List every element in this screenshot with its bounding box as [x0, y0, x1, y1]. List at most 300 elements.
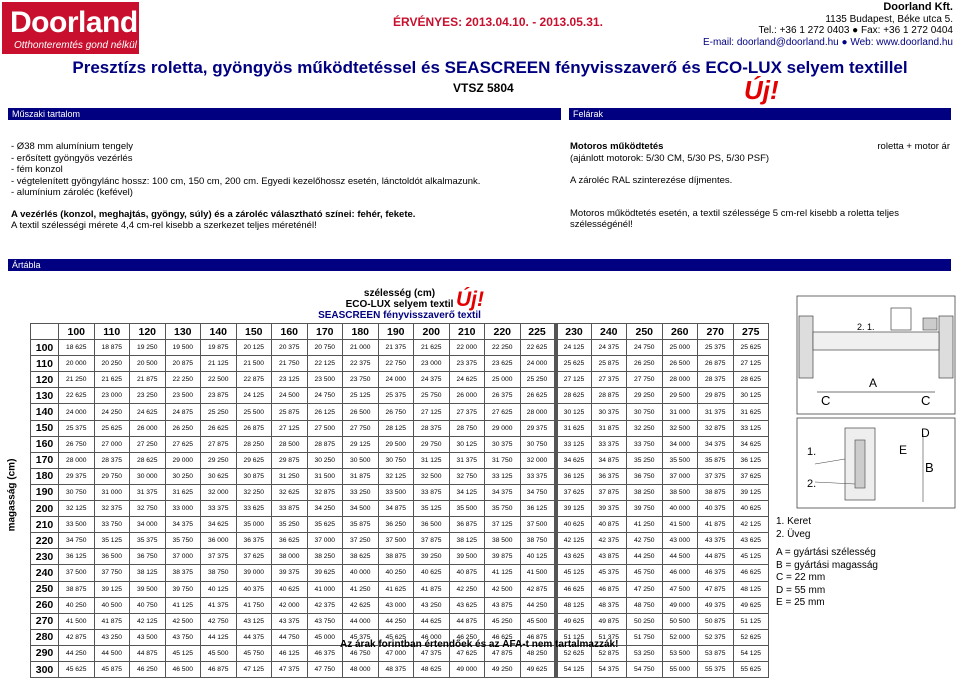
price-cell: 43 500	[130, 629, 166, 645]
price-cell: 28 375	[698, 372, 734, 388]
price-cell: 36 000	[201, 533, 237, 549]
price-cell: 40 500	[94, 597, 130, 613]
width-header: 230	[556, 324, 592, 340]
doorland-logo	[2, 2, 139, 54]
height-header: 300	[31, 661, 59, 677]
height-header: 150	[31, 420, 59, 436]
price-cell: 25 375	[378, 388, 414, 404]
price-cell: 25 000	[662, 340, 698, 356]
price-cell: 25 250	[201, 404, 237, 420]
price-cell: 34 750	[520, 484, 556, 500]
price-cell: 49 250	[485, 661, 521, 677]
legend-dim: E = 25 mm	[776, 597, 825, 608]
price-cell: 37 625	[556, 484, 592, 500]
price-cell: 49 625	[520, 661, 556, 677]
price-cell: 32 500	[662, 420, 698, 436]
price-cell: 35 875	[343, 517, 379, 533]
price-cell: 19 250	[130, 340, 166, 356]
price-cell: 20 125	[236, 340, 272, 356]
price-cell: 55 375	[698, 661, 734, 677]
page-title: Presztízs roletta, gyöngyös működtetéssel és SEASCREEN fényvisszaverő és ECO-LUX selyem textillel	[72, 58, 908, 77]
price-cell: 44 625	[414, 613, 450, 629]
section-header-tech: Műszaki tartalom	[8, 108, 561, 120]
price-cell: 43 750	[307, 613, 343, 629]
price-cell: 43 000	[378, 597, 414, 613]
price-cell: 29 375	[520, 420, 556, 436]
price-cell: 44 750	[272, 629, 308, 645]
price-cell: 38 000	[272, 549, 308, 565]
price-cell: 44 125	[201, 629, 237, 645]
price-cell: 26 750	[378, 404, 414, 420]
price-cell: 33 500	[59, 517, 95, 533]
height-header: 270	[31, 613, 59, 629]
width-header: 275	[733, 324, 769, 340]
price-cell: 34 625	[201, 517, 237, 533]
price-cell: 39 125	[556, 501, 592, 517]
price-cell: 48 625	[414, 661, 450, 677]
price-cell: 33 000	[165, 501, 201, 517]
price-cell: 45 875	[94, 661, 130, 677]
price-cell: 32 750	[130, 501, 166, 517]
price-cell: 28 625	[733, 372, 769, 388]
price-cell: 29 125	[343, 436, 379, 452]
price-cell: 37 625	[236, 549, 272, 565]
price-cell: 41 875	[414, 581, 450, 597]
price-cell: 29 000	[485, 420, 521, 436]
price-cell: 39 875	[485, 549, 521, 565]
price-cell: 40 125	[520, 549, 556, 565]
diagram-label-c: C	[921, 393, 931, 408]
price-cell: 39 625	[307, 565, 343, 581]
price-cell: 31 375	[698, 404, 734, 420]
section-header-price: Ártábla	[8, 259, 951, 271]
price-cell: 23 250	[130, 388, 166, 404]
height-header: 260	[31, 597, 59, 613]
price-cell: 50 875	[698, 613, 734, 629]
price-cell: 31 625	[556, 420, 592, 436]
price-cell: 20 000	[59, 356, 95, 372]
diagram-label-c: C	[821, 393, 831, 408]
price-cell: 48 750	[627, 597, 663, 613]
price-cell: 42 375	[591, 533, 627, 549]
width-header: 110	[94, 324, 130, 340]
width-header: 170	[307, 324, 343, 340]
price-cell: 40 625	[733, 501, 769, 517]
company-address: 1135 Budapest, Béke utca 5.	[825, 13, 953, 25]
price-cell: 22 250	[485, 340, 521, 356]
price-cell: 25 875	[591, 356, 627, 372]
price-cell: 46 875	[520, 629, 556, 645]
price-cell: 24 000	[59, 404, 95, 420]
height-label: magasság (cm)	[6, 458, 18, 532]
price-cell: 31 875	[591, 420, 627, 436]
price-cell: 30 250	[307, 452, 343, 468]
price-cell: 29 875	[272, 452, 308, 468]
price-cell: 39 375	[591, 501, 627, 517]
price-cell: 46 125	[272, 645, 308, 661]
price-cell: 29 250	[201, 452, 237, 468]
price-cell: 40 625	[556, 517, 592, 533]
eco-lux-heading: ECO-LUX selyem textil	[345, 299, 454, 310]
height-header: 200	[31, 501, 59, 517]
price-cell: 51 125	[733, 613, 769, 629]
width-heading: szélesség (cm)	[363, 288, 436, 299]
price-cell: 52 875	[591, 645, 627, 661]
price-cell: 28 375	[94, 452, 130, 468]
price-cell: 30 000	[130, 468, 166, 484]
price-cell: 43 875	[485, 597, 521, 613]
table-row	[31, 597, 769, 613]
price-cell: 47 125	[236, 661, 272, 677]
price-cell: 21 375	[378, 340, 414, 356]
price-cell: 43 375	[272, 613, 308, 629]
price-cell: 35 125	[94, 533, 130, 549]
price-cell: 38 750	[201, 565, 237, 581]
price-cell: 49 000	[662, 597, 698, 613]
price-cell: 38 125	[449, 533, 485, 549]
height-header: 180	[31, 468, 59, 484]
price-cell: 40 000	[343, 565, 379, 581]
price-cell: 28 000	[662, 372, 698, 388]
price-cell: 33 375	[201, 501, 237, 517]
price-cell: 36 375	[591, 468, 627, 484]
width-header: 240	[591, 324, 627, 340]
price-cell: 36 375	[236, 533, 272, 549]
price-cell: 38 250	[307, 549, 343, 565]
price-cell: 36 125	[520, 501, 556, 517]
price-cell: 47 750	[307, 661, 343, 677]
price-cell: 23 875	[201, 388, 237, 404]
price-cell: 30 875	[236, 468, 272, 484]
price-cell: 42 750	[627, 533, 663, 549]
price-cell: 53 500	[662, 645, 698, 661]
height-header: 220	[31, 533, 59, 549]
price-cell: 45 750	[236, 645, 272, 661]
price-cell: 28 750	[449, 420, 485, 436]
table-row	[31, 372, 769, 388]
width-header: 150	[236, 324, 272, 340]
price-cell: 39 125	[733, 484, 769, 500]
price-cell: 53 875	[698, 645, 734, 661]
price-cell: 45 500	[520, 613, 556, 629]
price-cell: 37 000	[165, 549, 201, 565]
price-cell: 40 375	[236, 581, 272, 597]
price-cell: 24 625	[449, 372, 485, 388]
price-cell: 21 250	[59, 372, 95, 388]
price-cell: 49 375	[698, 597, 734, 613]
price-cell: 47 000	[378, 645, 414, 661]
price-cell: 29 500	[378, 436, 414, 452]
price-cell: 32 000	[201, 484, 237, 500]
price-cell: 27 125	[733, 356, 769, 372]
width-header: 140	[201, 324, 237, 340]
table-corner	[31, 324, 59, 340]
price-cell: 31 500	[307, 468, 343, 484]
price-cell: 32 875	[307, 484, 343, 500]
price-cell: 41 250	[627, 517, 663, 533]
price-cell: 42 125	[130, 613, 166, 629]
price-cell: 34 375	[165, 517, 201, 533]
motor-width-note: Motoros működtetés esetén, a textil szélessége 5 cm-rel kisebb a roletta teljes szélességénél!	[570, 207, 899, 230]
price-cell: 37 375	[201, 549, 237, 565]
diagram-label-2: 2.	[807, 478, 817, 490]
price-cell: 40 250	[378, 565, 414, 581]
price-cell: 32 500	[414, 468, 450, 484]
price-cell: 45 625	[59, 661, 95, 677]
price-cell: 46 375	[307, 645, 343, 661]
price-cell: 53 250	[627, 645, 663, 661]
price-cell: 40 625	[414, 565, 450, 581]
price-cell: 39 125	[94, 581, 130, 597]
price-cell: 45 375	[591, 565, 627, 581]
price-cell: 52 375	[698, 629, 734, 645]
price-cell: 33 125	[485, 468, 521, 484]
price-cell: 37 875	[591, 484, 627, 500]
width-header: 190	[378, 324, 414, 340]
price-cell: 23 125	[272, 372, 308, 388]
price-cell: 36 500	[94, 549, 130, 565]
price-cell: 38 125	[130, 565, 166, 581]
price-cell: 26 500	[343, 404, 379, 420]
price-cell: 38 500	[485, 533, 521, 549]
price-cell: 34 625	[556, 452, 592, 468]
price-cell: 25 500	[236, 404, 272, 420]
price-cell: 38 875	[59, 581, 95, 597]
price-cell: 42 125	[556, 533, 592, 549]
width-header: 220	[485, 324, 521, 340]
height-header: 230	[31, 549, 59, 565]
price-cell: 41 125	[165, 597, 201, 613]
table-row	[31, 565, 769, 581]
price-cell: 48 000	[343, 661, 379, 677]
footer-note: Az árak forintban értendőek és az ÁFA-t nem tartalmazzák!	[340, 639, 619, 650]
price-cell: 46 500	[165, 661, 201, 677]
price-cell: 34 000	[662, 436, 698, 452]
width-header: 250	[627, 324, 663, 340]
price-cell: 40 125	[201, 581, 237, 597]
price-cell: 26 375	[485, 388, 521, 404]
table-row	[31, 613, 769, 629]
logo-name: Doorland	[10, 6, 138, 39]
height-header: 140	[31, 404, 59, 420]
price-cell: 28 125	[378, 420, 414, 436]
price-cell: 21 500	[236, 356, 272, 372]
price-cell: 42 875	[520, 581, 556, 597]
price-cell: 24 625	[130, 404, 166, 420]
price-cell: 30 375	[591, 404, 627, 420]
width-header: 210	[449, 324, 485, 340]
price-cell: 37 625	[733, 468, 769, 484]
price-cell: 47 625	[449, 645, 485, 661]
price-cell: 35 500	[662, 452, 698, 468]
price-cell: 21 625	[414, 340, 450, 356]
price-cell: 31 250	[272, 468, 308, 484]
price-cell: 41 875	[94, 613, 130, 629]
company-name: Doorland Kft.	[883, 1, 953, 13]
price-cell: 20 500	[130, 356, 166, 372]
price-cell: 24 750	[627, 340, 663, 356]
price-cell: 43 875	[591, 549, 627, 565]
price-cell: 27 500	[307, 420, 343, 436]
price-cell: 34 375	[698, 436, 734, 452]
price-cell: 22 375	[343, 356, 379, 372]
price-cell: 44 250	[520, 597, 556, 613]
price-cell: 19 875	[201, 340, 237, 356]
price-cell: 27 750	[627, 372, 663, 388]
price-cell: 45 250	[485, 613, 521, 629]
price-cell: 25 375	[698, 340, 734, 356]
price-cell: 28 375	[414, 420, 450, 436]
price-cell: 45 000	[307, 629, 343, 645]
price-cell: 30 375	[485, 436, 521, 452]
price-cell: 26 125	[307, 404, 343, 420]
price-cell: 37 250	[343, 533, 379, 549]
price-cell: 46 875	[201, 661, 237, 677]
price-cell: 45 500	[201, 645, 237, 661]
diagram-label-21: 2. 1.	[857, 322, 875, 332]
diagram-label-d: D	[921, 426, 930, 440]
price-cell: 50 500	[662, 613, 698, 629]
price-cell: 42 250	[449, 581, 485, 597]
price-cell: 34 750	[59, 533, 95, 549]
price-cell: 43 750	[165, 629, 201, 645]
product-code: VTSZ 5804	[453, 81, 514, 95]
price-cell: 55 000	[662, 661, 698, 677]
width-header: 260	[662, 324, 698, 340]
price-cell: 43 625	[556, 549, 592, 565]
price-cell: 35 750	[165, 533, 201, 549]
price-cell: 31 000	[662, 404, 698, 420]
price-cell: 48 125	[556, 597, 592, 613]
table-row	[31, 581, 769, 597]
price-cell: 34 875	[378, 501, 414, 517]
price-cell: 44 250	[378, 613, 414, 629]
price-cell: 38 625	[343, 549, 379, 565]
price-cell: 27 125	[272, 420, 308, 436]
price-cell: 22 625	[520, 340, 556, 356]
diagram-label-a: A	[869, 376, 878, 390]
price-cell: 37 500	[59, 565, 95, 581]
new-badge: Új!	[456, 288, 484, 311]
price-cell: 33 375	[520, 468, 556, 484]
price-cell: 50 250	[627, 613, 663, 629]
price-cell: 46 625	[556, 581, 592, 597]
price-cell: 41 000	[307, 581, 343, 597]
price-cell: 36 125	[59, 549, 95, 565]
price-cell: 27 375	[591, 372, 627, 388]
price-cell: 42 000	[272, 597, 308, 613]
price-cell: 24 875	[165, 404, 201, 420]
price-cell: 44 250	[59, 645, 95, 661]
legend-item: 1. Keret	[776, 516, 812, 527]
price-cell: 52 625	[733, 629, 769, 645]
motor-models: (ajánlott motorok: 5/30 CM, 5/30 PS, 5/30 PSF)	[570, 152, 770, 164]
legend-dim: A = gyártási szélesség	[776, 547, 876, 558]
price-cell: 26 625	[520, 388, 556, 404]
price-cell: 20 875	[165, 356, 201, 372]
price-cell: 46 875	[591, 581, 627, 597]
price-cell: 20 250	[94, 356, 130, 372]
price-cell: 49 000	[449, 661, 485, 677]
price-cell: 41 125	[485, 565, 521, 581]
price-cell: 37 000	[307, 533, 343, 549]
price-cell: 45 625	[378, 629, 414, 645]
table-row	[31, 468, 769, 484]
price-cell: 40 750	[130, 597, 166, 613]
frame-cross-section-diagram	[795, 294, 957, 510]
price-cell: 22 000	[449, 340, 485, 356]
price-cell: 39 500	[130, 581, 166, 597]
price-cell: 18 875	[94, 340, 130, 356]
spec-item: - alumínium zároléc (kefével)	[11, 187, 133, 198]
price-cell: 30 750	[520, 436, 556, 452]
price-cell: 41 250	[343, 581, 379, 597]
price-cell: 28 000	[59, 452, 95, 468]
price-cell: 37 500	[378, 533, 414, 549]
table-row	[31, 388, 769, 404]
price-cell: 31 375	[449, 452, 485, 468]
price-cell: 51 125	[556, 629, 592, 645]
spec-item: - fém konzol	[11, 164, 63, 175]
price-cell: 27 625	[165, 436, 201, 452]
price-cell: 28 000	[520, 404, 556, 420]
price-cell: 24 375	[591, 340, 627, 356]
price-cell: 38 875	[698, 484, 734, 500]
price-cell: 30 750	[627, 404, 663, 420]
price-cell: 42 625	[343, 597, 379, 613]
height-header: 130	[31, 388, 59, 404]
tech-specs	[11, 141, 561, 232]
price-cell: 54 125	[556, 661, 592, 677]
price-cell: 28 625	[556, 388, 592, 404]
price-cell: 23 000	[94, 388, 130, 404]
price-cell: 49 625	[556, 613, 592, 629]
price-cell: 32 875	[698, 420, 734, 436]
price-cell: 21 000	[343, 340, 379, 356]
table-row	[31, 533, 769, 549]
price-cell: 54 375	[591, 661, 627, 677]
price-cell: 23 500	[165, 388, 201, 404]
price-cell: 22 125	[307, 356, 343, 372]
height-header: 110	[31, 356, 59, 372]
price-cell: 31 875	[343, 468, 379, 484]
price-cell: 40 875	[449, 565, 485, 581]
price-cell: 24 125	[556, 340, 592, 356]
price-cell: 33 750	[627, 436, 663, 452]
price-cell: 25 625	[94, 420, 130, 436]
price-cell: 36 125	[733, 452, 769, 468]
height-header: 170	[31, 452, 59, 468]
price-cell: 38 375	[165, 565, 201, 581]
price-cell: 51 375	[591, 629, 627, 645]
width-header: 270	[698, 324, 734, 340]
price-cell: 40 375	[698, 501, 734, 517]
price-cell: 48 125	[733, 581, 769, 597]
price-cell: 34 625	[733, 436, 769, 452]
price-cell: 25 250	[520, 372, 556, 388]
price-cell: 30 125	[556, 404, 592, 420]
price-cell: 30 250	[165, 468, 201, 484]
price-cell: 26 750	[59, 436, 95, 452]
motor-title: Motoros működtetés	[570, 141, 664, 152]
legend-item: 2. Üveg	[776, 528, 811, 540]
price-cell: 35 375	[130, 533, 166, 549]
price-cell: 23 625	[485, 356, 521, 372]
price-cell: 27 625	[485, 404, 521, 420]
price-cell: 28 875	[591, 388, 627, 404]
price-cell: 24 750	[307, 388, 343, 404]
price-cell: 32 250	[236, 484, 272, 500]
